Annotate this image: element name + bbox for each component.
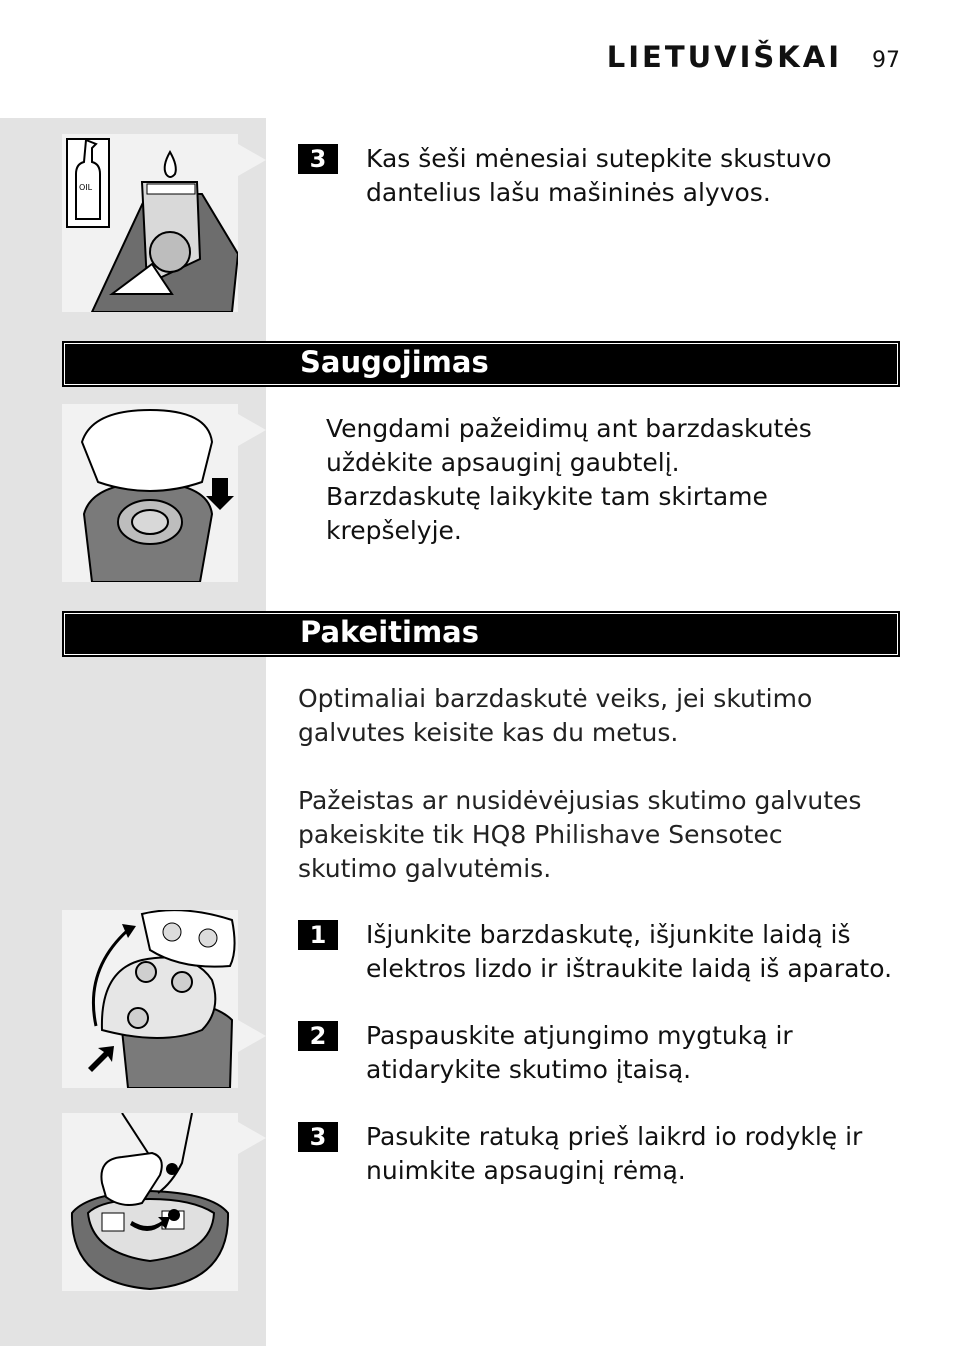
step-number: 2 — [298, 1021, 338, 1051]
section-bar-storage — [62, 341, 900, 387]
page-number: 97 — [872, 48, 900, 73]
storage-paragraph — [326, 412, 896, 548]
page-header — [607, 40, 900, 74]
storage-line: uždėkite apsauginį gaubtelį. — [326, 448, 680, 477]
replacement-step-2 — [298, 1019, 896, 1087]
illustration-pointer — [238, 1020, 266, 1052]
replacement-paragraph-1: Optimaliai barzdaskutė veiks, jei skutimo galvutes keisite kas du metus. — [298, 684, 813, 747]
replacement-step-3 — [298, 1120, 896, 1188]
protection-cap-illustration — [62, 404, 238, 582]
replacement-step-1 — [298, 918, 896, 986]
remove-retaining-frame-illustration — [62, 1113, 238, 1291]
step-text: Kas šeši mėnesiai sutepkite skustuvo dantelius lašu mašininės alyvos. — [366, 144, 832, 207]
storage-line: Vengdami pažeidimų ant barzdaskutės — [326, 414, 812, 443]
illustration-pointer — [238, 414, 266, 446]
step-text: Paspauskite atjungimo mygtuką ir atidarykite skutimo įtaisą. — [366, 1021, 793, 1084]
step-text: Išjunkite barzdaskutę, išjunkite laidą iš elektros lizdo ir ištraukite laidą iš aparato. — [366, 920, 893, 983]
oil-label: OIL — [79, 183, 93, 192]
step-number: 3 — [298, 144, 338, 174]
oil-bottle-trimmer-illustration — [62, 134, 238, 312]
language-heading: LIETUVIŠKAI — [606, 40, 842, 74]
section-bar-replacement — [62, 611, 900, 657]
step-number: 3 — [298, 1122, 338, 1152]
section-title: Saugojimas — [300, 345, 489, 379]
replacement-paragraph-2: Pažeistas ar nusidėvėjusias skutimo galvutes pakeiskite tik HQ8 Philishave Sensotec skutimo galvutėmis. — [298, 786, 862, 883]
step-text: Pasukite ratuką prieš laikrd io rodyklę ir nuimkite apsauginį rėmą. — [366, 1122, 863, 1185]
section-title: Pakeitimas — [300, 615, 480, 649]
step-number: 1 — [298, 920, 338, 950]
illustration-pointer — [238, 144, 266, 176]
oil-step — [298, 142, 896, 210]
open-shaving-unit-illustration — [62, 910, 238, 1088]
storage-line: Barzdaskutę laikykite tam skirtame krepšelyje. — [326, 482, 768, 545]
illustration-pointer — [238, 1122, 266, 1154]
